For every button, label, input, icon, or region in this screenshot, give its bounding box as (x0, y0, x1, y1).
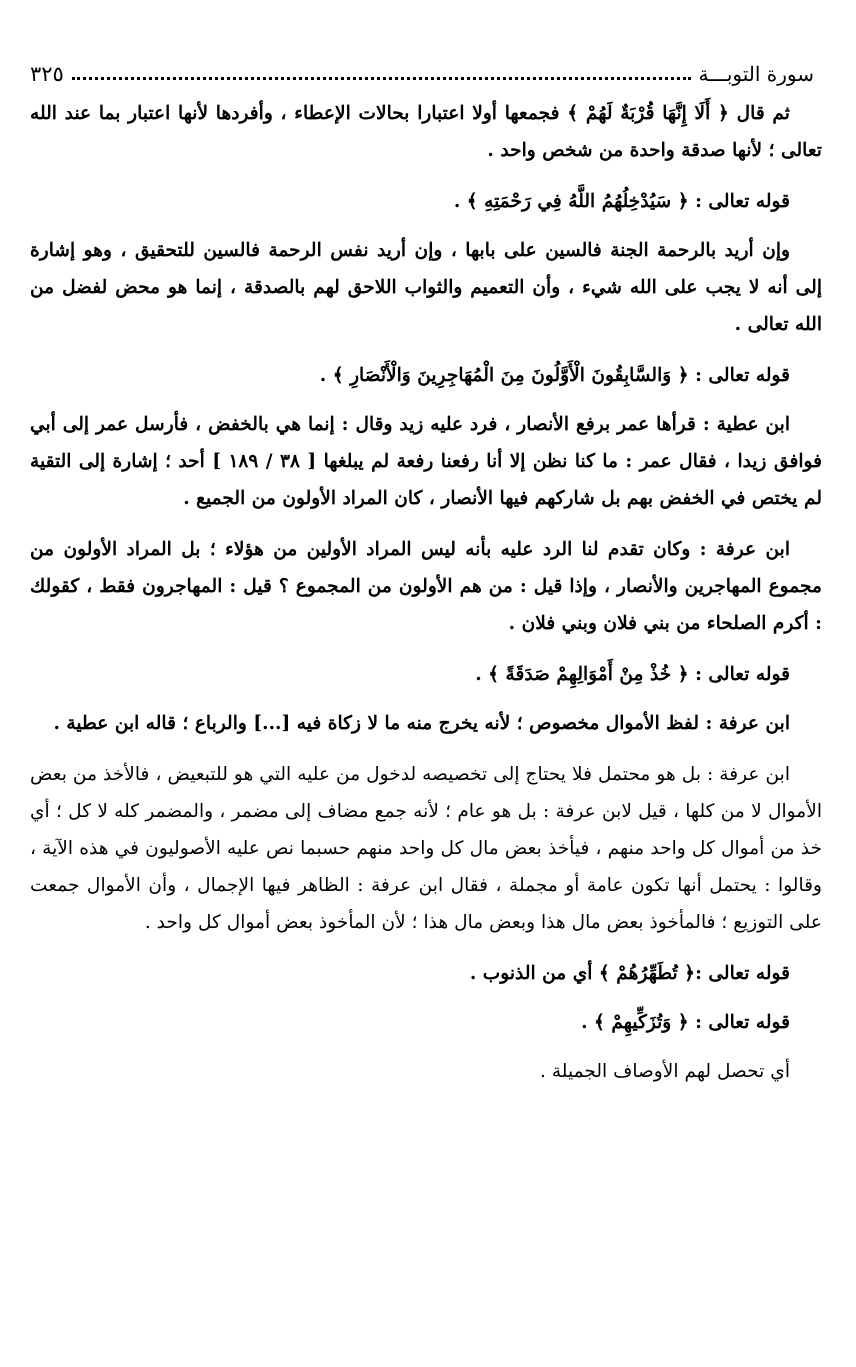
paragraph-12: أي تحصل لهم الأوصاف الجميلة . (540, 1061, 790, 1082)
surah-title: سورة التوبـــة (698, 62, 814, 86)
verse-paragraph-10: قوله تعالى :﴿ تُطَهِّرُهُمْ ﴾ أي من الذنوب . (469, 963, 790, 984)
dotted-leader (72, 77, 691, 80)
paragraph-3: وإن أريد بالرحمة الجنة فالسين على بابها ، وإن أريد نفس الرحمة فالسين للتحقيق ، وهو إشارة إلى أنه لا يجب على الله شيء ، وأن التعميم والثواب اللاحق لهم بالصدقة ، إنما هو محض لفضل من الله تعالى . (30, 240, 822, 335)
page-number: ٣٢٥ (30, 62, 64, 86)
paragraph-9: ابن عرفة : بل هو محتمل فلا يحتاج إلى تخصيصه لدخول من عليه التي هو للتبعيض ، فالأخذ من بعض الأموال لا من كلها ، قيل لابن عرفة : بل هو عام ؛ لأنه جمع مضاف إلى مضمر ، والمضمر كله لا كل ؛ أي خذ من أموال كل واحد منهم ، فيأخذ بعض مال كل واحد منهم حسبما نص عليه الأصوليون في هذه الآية ، وقالوا : يحتمل أنها تكون عامة أو مجملة ، فقال ابن عرفة : الظاهر فيها الإجمال ، وأن الأموال جمعت على التوزيع ؛ فالمأخوذ بعض مال هذا وبعض مال هذا ؛ لأن المأخوذ بعض أموال كل واحد . (30, 764, 822, 933)
verse-paragraph-7: قوله تعالى : ﴿ خُذْ مِنْ أَمْوَالِهِمْ صَدَقَةً ﴾ . (475, 664, 790, 685)
paragraph-8: ابن عرفة : لفظ الأموال مخصوص ؛ لأنه يخرج منه ما لا زكاة فيه [...] والرباع ؛ قاله ابن عطية . (53, 713, 790, 734)
page-body (30, 95, 822, 1100)
paragraph-1: ثم قال ﴿ أَلَا إِنَّهَا قُرْبَةٌ لَهُمْ ﴾ فجمعها أولا اعتبارا بحالات الإعطاء ، وأفردها لأنها اعتبار بما عند الله تعالى ؛ لأنها صدقة واحدة من شخص واحد . (30, 103, 822, 161)
paragraph-6: ابن عرفة : وكان تقدم لنا الرد عليه بأنه ليس المراد الأولين من هؤلاء ؛ بل المراد الأولون من مجموع المهاجرين والأنصار ، وإذا قيل : من هم الأولون من المجموع ؟ قيل : المهاجرون فقط ، كقولك : أكرم الصلحاء من بني فلان وبني فلان . (30, 539, 822, 634)
verse-paragraph-4: قوله تعالى : ﴿ وَالسَّابِقُونَ الْأَوَّلُونَ مِنَ الْمُهَاجِرِينَ وَالْأَنْصَارِ ﴾ . (319, 365, 790, 386)
paragraph-5: ابن عطية : قرأها عمر برفع الأنصار ، فرد عليه زيد وقال : إنما هي بالخفض ، فأرسل عمر إلى أبي فوافق زيدا ، فقال عمر : ما كنا نظن إلا أنا رفعنا رفعة لم يبلغها [ ٣٨ / ١٨٩ ] أحد ؛ إشارة إلى التقية لم يختص في الخفض بهم بل شاركهم فيها الأنصار ، كان المراد الأولون من الجميع . (30, 414, 822, 509)
running-header (30, 58, 814, 90)
verse-paragraph-2: قوله تعالى : ﴿ سَيُدْخِلُهُمُ اللَّهُ فِي رَحْمَتِهِ ﴾ . (453, 191, 790, 212)
verse-paragraph-11: قوله تعالى : ﴿ وَتُزَكِّيهِمْ ﴾ . (581, 1012, 790, 1033)
